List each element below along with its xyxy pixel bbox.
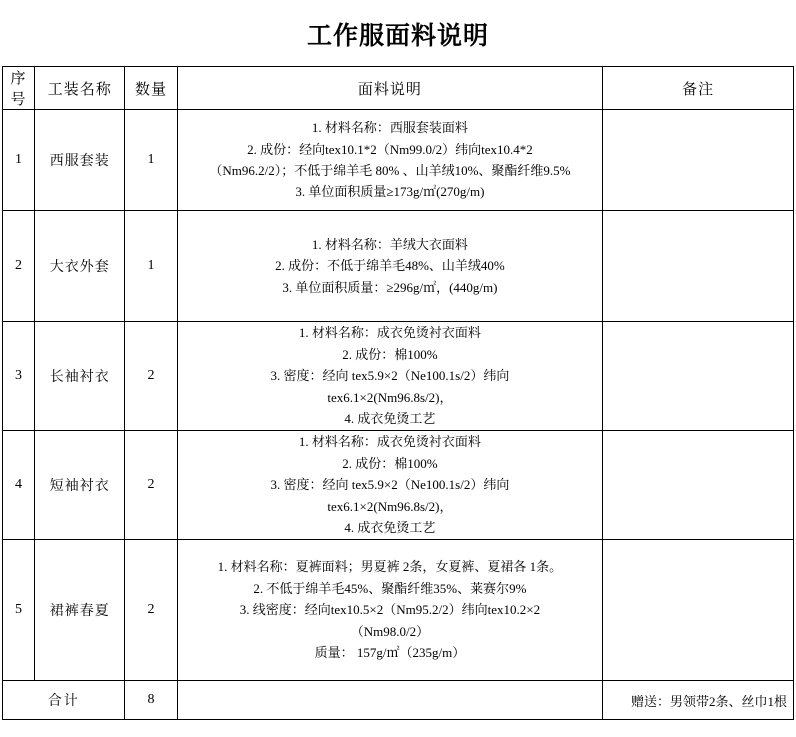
description-line: 3. 线密度：经向tex10.5×2（Nm95.2/2）纬向tex10.2×2 [239,602,541,618]
description-line: 2. 不低于绵羊毛45%、聚酯纤维35%、莱赛尔9% [253,580,527,596]
row-description [177,540,603,681]
table-row [3,110,794,211]
table-row [3,431,794,540]
document-page [0,16,796,737]
description-line: 3. 单位面积质量：≥296g/㎡，(440g/m) [282,279,498,295]
row-description [177,322,603,431]
column-header-name: 工装名称 [35,67,125,110]
description-line: （Nm96.2/2）；不低于绵羊毛 80% 、山羊绒10%、聚酯纤维9.5% [209,163,571,178]
column-header-note: 备注 [603,67,794,110]
row-item-name: 长袖衬衣 [35,322,125,431]
description-line: 3. 密度：经向 tex5.9×2（Ne100.1s/2）纬向 [270,368,510,384]
table-header-row [3,67,794,110]
row-note [603,322,794,431]
description-line: 3. 单位面积质量≥173g/㎡(270g/m) [295,184,485,200]
description-line: 2. 成份：经向tex10.1*2（Nm99.0/2）纬向tex10.4*2 [247,141,533,157]
column-header-desc: 面料说明 [177,67,603,110]
row-no: 1 [3,110,35,211]
row-quantity: 2 [125,322,177,431]
row-item-name: 短袖衬衣 [35,431,125,540]
description-line: （Nm98.0/2） [350,623,430,639]
column-header-no: 序号 [3,67,35,110]
row-no: 2 [3,211,35,322]
description-line: 3. 密度：经向 tex5.9×2（Ne100.1s/2）纬向 [270,477,510,493]
row-no: 3 [3,322,35,431]
row-item-name: 西服套装 [35,110,125,211]
row-note [603,540,794,681]
row-description [177,110,603,211]
table-row [3,211,794,322]
table-row [3,540,794,681]
description-line: 4. 成衣免烫工艺 [344,411,436,427]
row-quantity: 2 [125,540,177,681]
row-item-name: 大衣外套 [35,211,125,322]
row-note [603,431,794,540]
row-description [177,211,603,322]
total-quantity: 8 [125,681,177,720]
total-label: 合计 [3,681,125,720]
total-note: 赠送：男领带2条、丝巾1根 [603,681,794,720]
column-header-qty: 数量 [125,67,177,110]
row-item-name: 裙裤春夏 [35,540,125,681]
row-note [603,211,794,322]
description-line: 2. 成份：棉100% [342,346,438,362]
description-line: 4. 成衣免烫工艺 [344,520,436,536]
row-no: 5 [3,540,35,681]
description-line: tex6.1×2(Nm96.8s/2)， [327,389,453,405]
row-no: 4 [3,431,35,540]
page-title: 工作服面料说明 [306,23,489,50]
description-line: 1. 材料名称：成衣免烫衬衣面料 [298,434,481,450]
description-line: 1. 材料名称：羊绒大衣面料 [311,236,468,252]
table-header [3,67,794,110]
row-quantity: 1 [125,110,177,211]
description-line: 1. 材料名称：成衣免烫衬衣面料 [298,325,481,341]
table-row [3,322,794,431]
description-line: tex6.1×2(Nm96.8s/2)， [327,498,453,514]
description-line: 1. 材料名称：夏裤面料；男夏裤 2条，女夏裤、夏裙各 1条。 [217,559,563,575]
description-line: 2. 成份：不低于绵羊毛48%、山羊绒40% [275,258,505,274]
description-line: 1. 材料名称：西服套装面料 [311,120,468,136]
fabric-specification-table [2,66,794,720]
table-total-row [3,681,794,720]
row-note [603,110,794,211]
row-quantity: 1 [125,211,177,322]
row-description [177,431,603,540]
row-quantity: 2 [125,431,177,540]
description-line: 质量： 157g/㎡（235g/m） [314,645,466,661]
description-line: 2. 成份：棉100% [342,455,438,471]
table-body [3,110,794,720]
total-description [177,681,603,720]
